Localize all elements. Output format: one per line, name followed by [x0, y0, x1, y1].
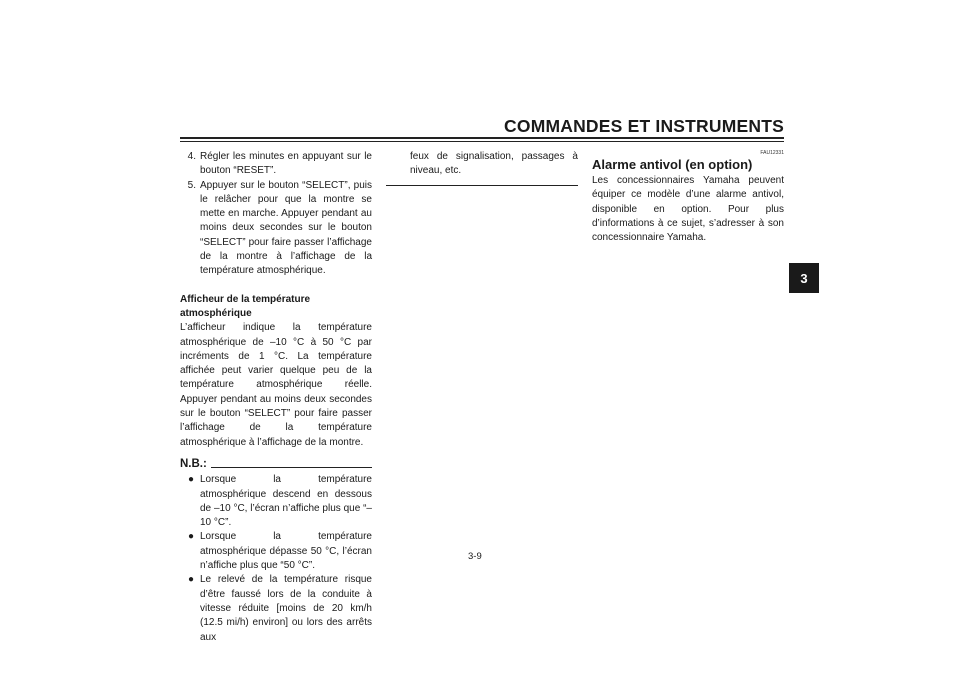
subheading-temperature-display: Afficheur de la température atmosphérique — [180, 293, 311, 319]
list-item-step-5 — [180, 179, 372, 279]
chapter-tab: 3 — [789, 263, 819, 293]
section-title: Alarme antivol (en option) — [592, 157, 753, 172]
bullet-icon: ● — [188, 531, 195, 543]
column-2 — [386, 150, 578, 186]
page-number: 3-9 — [468, 551, 482, 562]
page-header-title: COMMANDES ET INSTRUMENTS — [504, 116, 784, 136]
column-1 — [180, 150, 372, 645]
list-item — [180, 473, 372, 530]
step-text: Régler les minutes en appuyant sur le bouton “RESET”. — [200, 151, 372, 177]
column-3 — [592, 150, 784, 245]
nb-rule — [211, 467, 372, 468]
nb-label: N.B.: — [180, 457, 207, 470]
step-number: 5. — [187, 179, 196, 191]
bullet-icon: ● — [188, 574, 195, 586]
section-code: FAU12331 — [760, 150, 784, 156]
header-rule-thin — [180, 141, 784, 142]
continuation-text: feux de signalisation, passages à niveau, etc. — [410, 151, 578, 177]
bullet-text: Le relevé de la température risque d’être faussé lors de la conduite à vitesse réduite [moins de 20 km/h (12.5 mi/h) environ] ou lors des arrêts aux — [200, 574, 372, 643]
bullet-text: Lorsque la température atmosphérique descend en dessous de –10 °C, l’écran n’affiche plus que “–10 °C”. — [200, 474, 372, 529]
bullet-icon: ● — [188, 474, 195, 486]
list-item — [180, 530, 372, 573]
list-item — [180, 573, 372, 644]
nb-end-rule — [386, 185, 578, 186]
section-body: Les concessionnaires Yamaha peuvent équiper ce modèle d’une alarme antivol, disponible en option. Pour plus d’informations à ce sujet, s’adresser à son concessionnaire Yamaha. — [592, 175, 784, 244]
bullet-text: Lorsque la température atmosphérique dépasse 50 °C, l’écran n’affiche plus que “50 °C”. — [200, 531, 372, 572]
header-rule — [180, 137, 784, 139]
step-number: 4. — [187, 151, 196, 162]
nb-heading — [180, 457, 372, 471]
temperature-paragraph: L’afficheur indique la température atmosphérique de –10 °C à 50 °C par incréments de 1 °C. La température affichée peut varier quelque peu de la température atmosphérique réelle. Appuyer pendant au moins deux secondes sur le bouton “SELECT” pour faire passer l’affichage de la température atmosphérique à l’affichage de la montre. — [180, 322, 372, 448]
list-item-step-4 — [180, 150, 372, 179]
step-text: Appuyer sur le bouton “SELECT”, puis le relâcher pour que la montre se mette en marche. Appuyer pendant au moins deux secondes sur le bouton “SELECT” pour faire passer l’affichage de la montre à l’affichage de la température atmosphérique. — [200, 179, 372, 277]
